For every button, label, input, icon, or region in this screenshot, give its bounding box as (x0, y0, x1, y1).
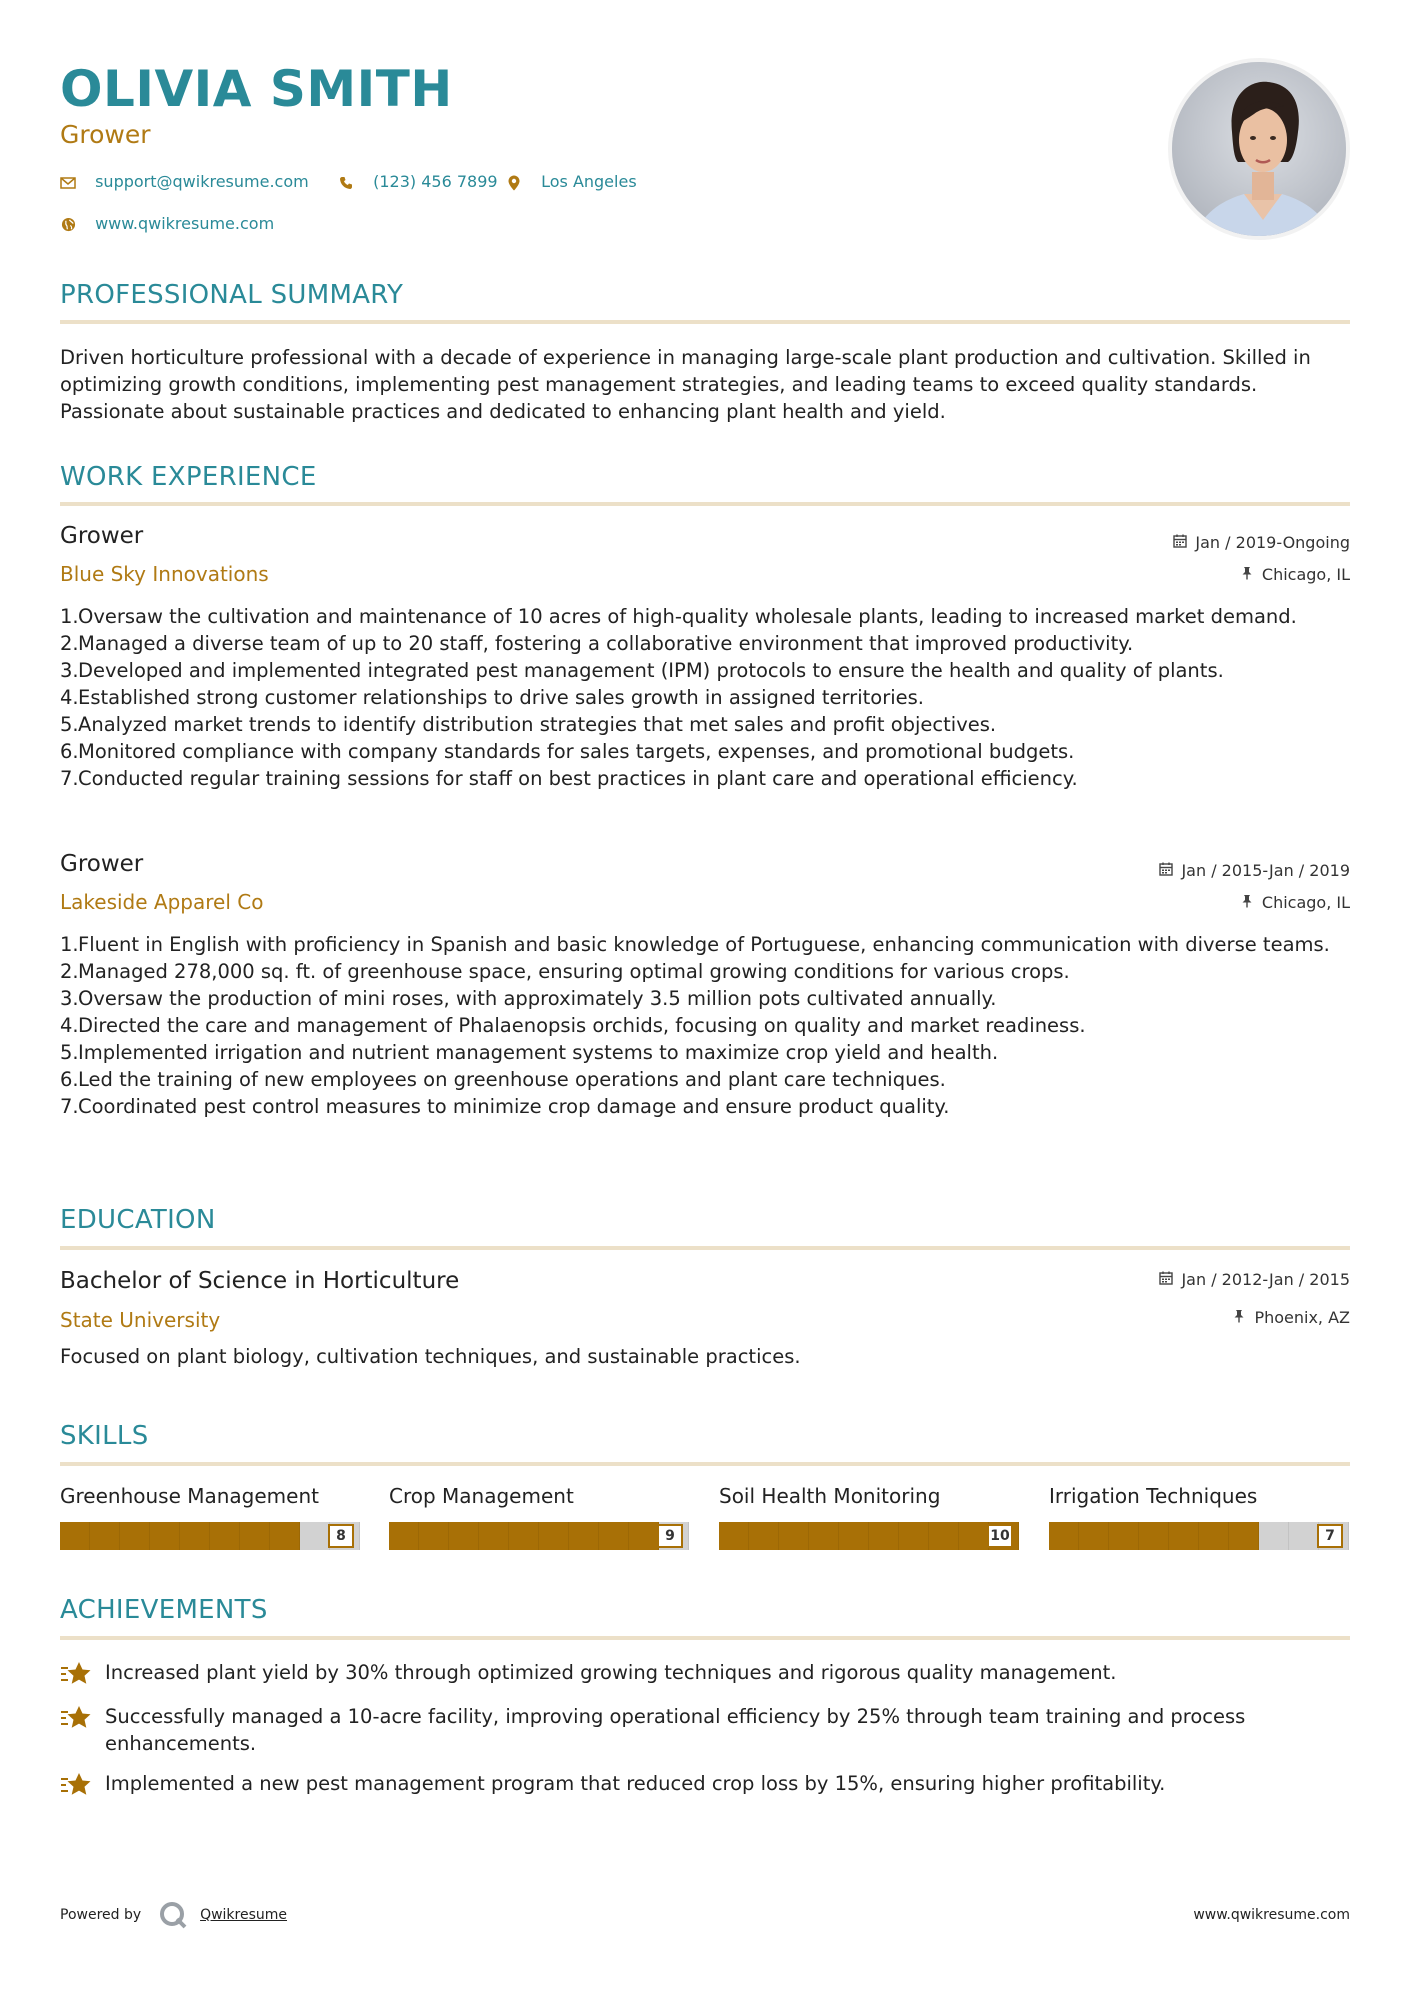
list-item: 1. Oversaw the cultivation and maintenance of 10 acres of high-quality wholesale plants, leading to increased market demand. (60, 605, 1297, 628)
achievement-item (60, 1659, 1350, 1686)
achievement-text: Increased plant yield by 30% through optimized growing techniques and rigorous quality management. (105, 1661, 1117, 1684)
calendar-icon (1157, 861, 1175, 880)
job-company: Lakeside Apparel Co (60, 890, 264, 914)
skill-bar-segment (479, 1522, 509, 1550)
skill-bar-segment (809, 1522, 839, 1550)
list-item: 4. Established strong customer relationships to drive sales growth in assigned territories. (60, 686, 924, 709)
skill-bar-segment (569, 1522, 599, 1550)
skill-bar-segment (240, 1522, 270, 1550)
contact-phone[interactable] (336, 172, 498, 193)
job-location-text: Chicago, IL (1261, 565, 1350, 584)
skill-bar-segment (599, 1522, 629, 1550)
candidate-title: Grower (60, 120, 151, 149)
education-dates-text: Jan / 2012-Jan / 2015 (1181, 1270, 1350, 1289)
experience-divider (60, 502, 1350, 506)
skill-bar-segment (210, 1522, 240, 1550)
list-item: 2. Managed a diverse team of up to 20 staff, fostering a collaborative environment that improved productivity. (60, 632, 1134, 655)
list-item: 7. Conducted regular training sessions for staff on best practices in plant care and operational efficiency. (60, 767, 1078, 790)
job-dates (1171, 533, 1350, 552)
footer-powered-by (60, 1900, 287, 1930)
skill-bar-segment (899, 1522, 929, 1550)
skill-bar-segment (270, 1522, 300, 1550)
achievement-text: Implemented a new pest management program that reduced crop loss by 15%, ensuring higher profitability. (105, 1772, 1166, 1795)
skill-bar-segment (1199, 1522, 1229, 1550)
job-title: Grower (60, 523, 144, 549)
job-duties-list (60, 931, 1350, 1120)
achievement-text: Successfully managed a 10-acre facility, improving operational efficiency by 25% through team training and process enhancements. (105, 1705, 1246, 1755)
envelope-icon (58, 173, 78, 193)
list-item: 3. Oversaw the production of mini roses, with approximately 3.5 million pots cultivated annually. (60, 987, 997, 1010)
skill-bar-segment (929, 1522, 959, 1550)
job-dates-text: Jan / 2019-Ongoing (1195, 533, 1350, 552)
skill-level-bar (719, 1522, 1019, 1550)
list-item: 7. Coordinated pest control measures to minimize crop damage and ensure product quality. (60, 1095, 950, 1118)
skill-label: Greenhouse Management (60, 1484, 319, 1508)
degree-title: Bachelor of Science in Horticulture (60, 1268, 460, 1294)
skill-bar-segment (1109, 1522, 1139, 1550)
pushpin-icon (1238, 893, 1256, 912)
star-icon (60, 1703, 92, 1733)
experience-heading: WORK EXPERIENCE (60, 462, 317, 492)
job-location (1238, 893, 1350, 912)
skill-bar-segment (539, 1522, 569, 1550)
skill-label: Crop Management (389, 1484, 574, 1508)
calendar-icon (1157, 1270, 1175, 1289)
achievements-divider (60, 1636, 1350, 1640)
qwikresume-link[interactable]: Qwikresume (200, 1907, 288, 1923)
education-dates (1157, 1270, 1350, 1289)
skill-label: Irrigation Techniques (1049, 1484, 1258, 1508)
skill-bar-segment (389, 1522, 419, 1550)
list-item: 2. Managed 278,000 sq. ft. of greenhouse space, ensuring optimal growing conditions for various crops. (60, 960, 1070, 983)
skill-bar-segment (1289, 1522, 1319, 1550)
job-title: Grower (60, 851, 144, 877)
skill-bar-segment (120, 1522, 150, 1550)
education-location-text: Phoenix, AZ (1254, 1308, 1350, 1327)
contact-location (504, 172, 637, 193)
pushpin-icon (1230, 1308, 1248, 1327)
map-pin-icon (504, 173, 524, 193)
achievement-item (60, 1703, 1350, 1757)
skill-bar-segment (180, 1522, 210, 1550)
skill-level-value: 10 (987, 1524, 1013, 1548)
skill-bar-segment (300, 1522, 330, 1550)
globe-icon (58, 215, 78, 235)
skill-level-value: 7 (1317, 1524, 1343, 1548)
skill-bar-segment (1139, 1522, 1169, 1550)
skill-bar-segment (1259, 1522, 1289, 1550)
skill-level-bar (60, 1522, 360, 1550)
list-item: 6. Monitored compliance with company standards for sales targets, expenses, and promotional budgets. (60, 740, 1075, 763)
skill-bar-segment (959, 1522, 989, 1550)
skill-bar-segment (869, 1522, 899, 1550)
education-description: Focused on plant biology, cultivation techniques, and sustainable practices. (60, 1345, 801, 1368)
job-duties-list (60, 603, 1350, 792)
skills-divider (60, 1462, 1350, 1466)
summary-divider (60, 320, 1350, 324)
skill-level-value: 9 (657, 1524, 683, 1548)
job-dates-text: Jan / 2015-Jan / 2019 (1181, 861, 1350, 880)
powered-by-label: Powered by (60, 1907, 142, 1923)
skill-label: Soil Health Monitoring (719, 1484, 941, 1508)
skill-level-bar (389, 1522, 689, 1550)
job-location (1238, 565, 1350, 584)
phone-icon (336, 173, 356, 193)
education-heading: EDUCATION (60, 1205, 216, 1235)
skill-bar-segment (419, 1522, 449, 1550)
calendar-icon (1171, 533, 1189, 552)
education-location (1230, 1308, 1350, 1327)
contact-email[interactable] (58, 172, 309, 193)
summary-heading: PROFESSIONAL SUMMARY (60, 280, 404, 310)
job-company: Blue Sky Innovations (60, 562, 269, 586)
skill-bar-segment (449, 1522, 479, 1550)
candidate-name: OLIVIA SMITH (60, 60, 453, 118)
skill-bar-segment (1169, 1522, 1199, 1550)
phone-text: (123) 456 7899 (373, 172, 498, 191)
email-text[interactable]: support@qwikresume.com (95, 172, 309, 191)
list-item: 3. Developed and implemented integrated pest management (IPM) protocols to ensure the health and quality of plants. (60, 659, 1224, 682)
star-icon (60, 1770, 92, 1800)
school-name: State University (60, 1308, 221, 1332)
pushpin-icon (1238, 565, 1256, 584)
list-item: 6. Led the training of new employees on greenhouse operations and plant care techniques. (60, 1068, 946, 1091)
skill-bar-segment (60, 1522, 90, 1550)
footer-url[interactable]: www.qwikresume.com (1193, 1907, 1350, 1923)
skill-bar-segment (1229, 1522, 1259, 1550)
summary-text: Driven horticulture professional with a decade of experience in managing large-scale plant production and cultivation. Skilled in optimizing growth conditions, implementing pest management strategies, and leading teams to exceed quality standards. Passionate about sustainable practices and dedicated to enhancing plant health and yield. (60, 346, 1311, 423)
location-text: Los Angeles (541, 172, 637, 191)
skill-bar-segment (509, 1522, 539, 1550)
skill-bar-segment (719, 1522, 749, 1550)
education-divider (60, 1246, 1350, 1250)
skill-bar-segment (839, 1522, 869, 1550)
achievement-item (60, 1770, 1350, 1797)
skill-bar-segment (90, 1522, 120, 1550)
skill-bar-segment (779, 1522, 809, 1550)
contact-website[interactable] (58, 214, 274, 235)
list-item: 5. Implemented irrigation and nutrient management systems to maximize crop yield and health. (60, 1041, 999, 1064)
skill-bar-segment (1079, 1522, 1109, 1550)
skill-bar-segment (150, 1522, 180, 1550)
job-location-text: Chicago, IL (1261, 893, 1350, 912)
list-item: 4. Directed the care and management of Phalaenopsis orchids, focusing on quality and market readiness. (60, 1014, 1086, 1037)
profile-photo (1168, 58, 1350, 240)
website-text[interactable]: www.qwikresume.com (95, 214, 275, 233)
job-dates (1157, 861, 1350, 880)
qwikresume-logo-icon (158, 1900, 188, 1930)
skill-level-bar (1049, 1522, 1349, 1550)
skill-bar-segment (629, 1522, 659, 1550)
skills-heading: SKILLS (60, 1421, 149, 1451)
list-item: 1. Fluent in English with proficiency in Spanish and basic knowledge of Portuguese, enhancing communication with diverse teams. (60, 933, 1330, 956)
list-item: 5. Analyzed market trends to identify distribution strategies that met sales and profit objectives. (60, 713, 997, 736)
star-icon (60, 1659, 92, 1689)
skill-level-value: 8 (328, 1524, 354, 1548)
skill-bar-segment (749, 1522, 779, 1550)
skill-bar-segment (1049, 1522, 1079, 1550)
achievements-heading: ACHIEVEMENTS (60, 1595, 268, 1625)
